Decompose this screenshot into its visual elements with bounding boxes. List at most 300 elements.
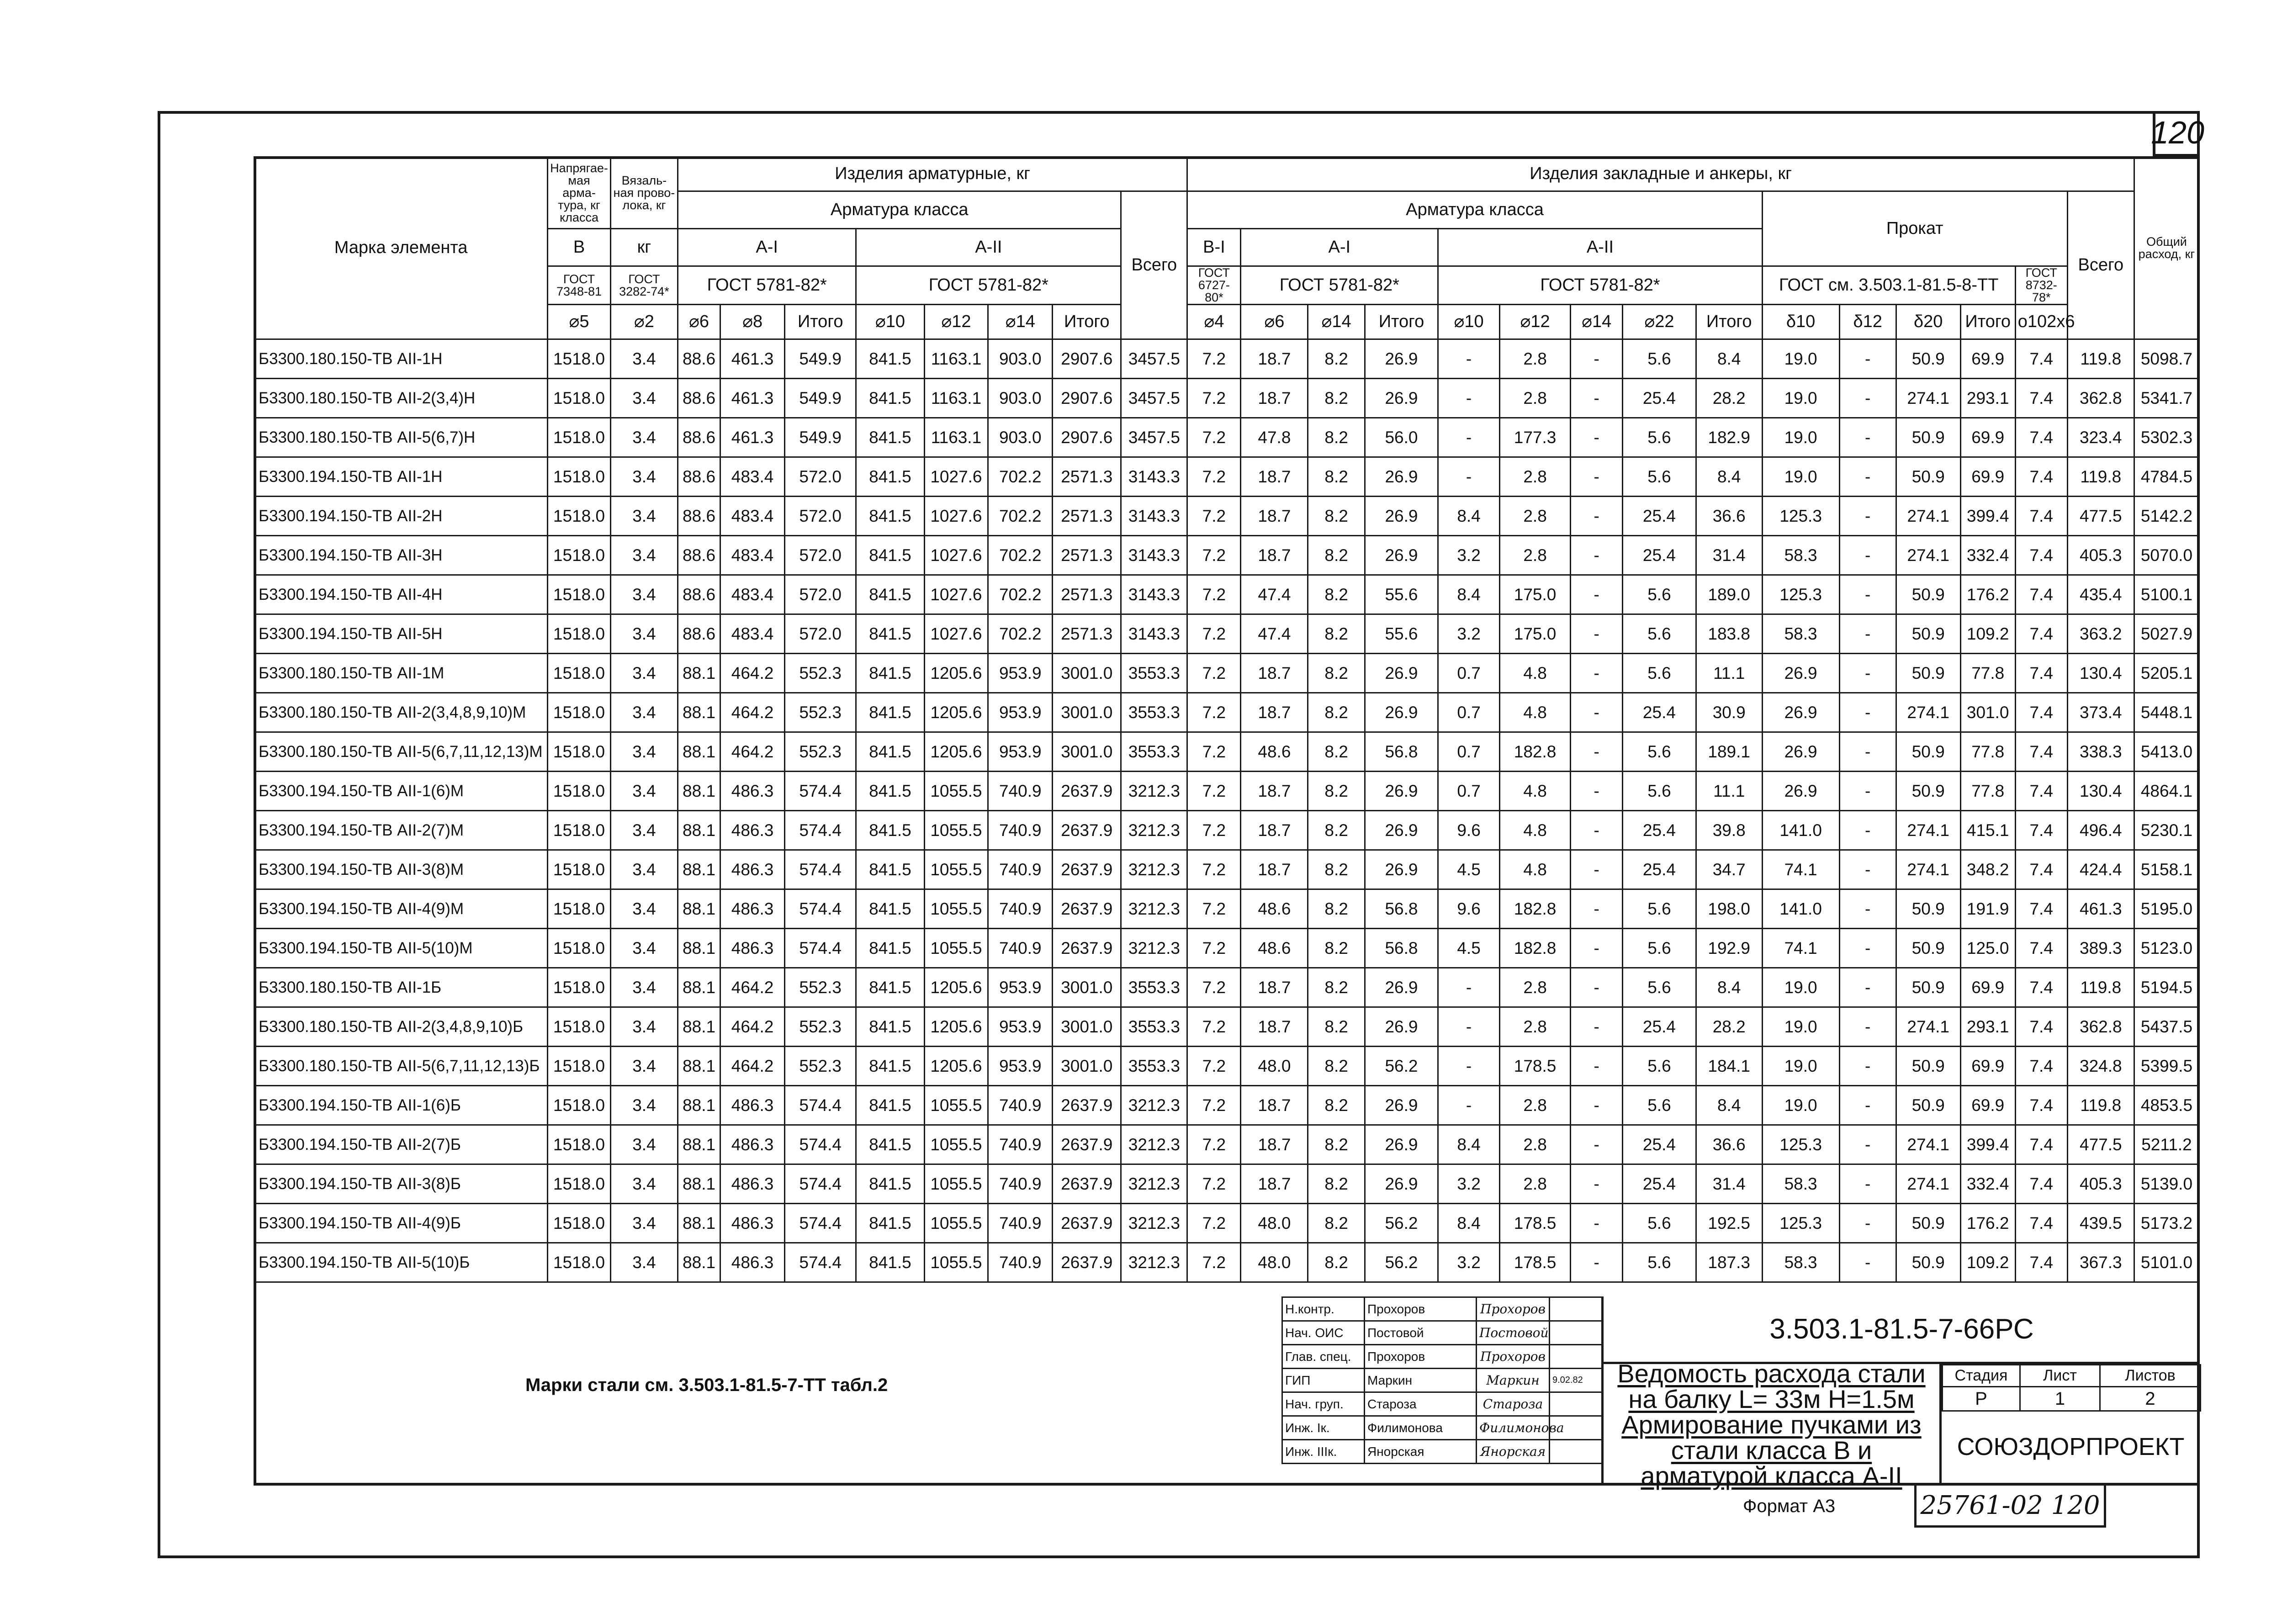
table-cell: 88.6 [678,457,720,497]
table-cell: - [1839,536,1896,575]
title-line: арматурой класса А-II [1641,1461,1902,1490]
group-header-emb-a1: А-I [1241,229,1438,266]
table-cell: 18.7 [1241,654,1308,693]
table-cell: 4784.5 [2134,457,2199,497]
table-cell: 77.8 [1960,772,2015,811]
table-cell: 7.4 [2015,457,2067,497]
table-cell: - [1839,1086,1896,1125]
table-cell: 19.0 [1762,379,1839,418]
table-cell: 69.9 [1960,1047,2015,1086]
signature-name: Янорская [1365,1440,1477,1464]
organization-name: СОЮЗДОРПРОЕКТ [1957,1433,2185,1460]
table-row [254,1243,2199,1282]
table-cell: 5.6 [1623,418,1696,457]
table-cell: 841.5 [856,614,924,654]
table-cell: - [1571,1125,1623,1164]
table-cell: 58.3 [1762,536,1839,575]
table-cell: 1518.0 [548,457,611,497]
table-cell: 5194.5 [2134,968,2199,1007]
table-cell: 8.2 [1308,418,1365,457]
signature-row [1282,1345,1602,1369]
table-cell: 88.1 [678,811,720,850]
table-row [254,1164,2199,1204]
table-cell: 11.1 [1696,654,1762,693]
signature-name: Прохоров [1365,1297,1477,1321]
table-cell: 367.3 [2067,1243,2134,1282]
signature-block [1281,1296,1603,1464]
table-cell: 2637.9 [1053,889,1121,929]
table-cell: 572.0 [785,575,856,614]
table-cell: 125.3 [1762,497,1839,536]
table-cell: 18.7 [1241,339,1308,379]
col-header-itogo-a1: Итого [785,305,856,339]
table-cell: 26.9 [1365,1125,1438,1164]
table-cell: 0.7 [1438,693,1500,732]
table-cell: 39.8 [1696,811,1762,850]
table-cell: 36.6 [1696,1125,1762,1164]
table-cell: 77.8 [1960,732,2015,772]
signature-mark: Маркин [1477,1369,1550,1392]
table-cell: 572.0 [785,497,856,536]
table-cell: 399.4 [1960,497,2015,536]
table-cell: 3143.3 [1121,457,1187,497]
table-cell: 5.6 [1623,1047,1696,1086]
col-header-emb-d22: ⌀22 [1623,305,1696,339]
table-cell: 3.4 [610,379,678,418]
table-cell: 841.5 [856,379,924,418]
table-cell: 953.9 [988,1007,1053,1047]
table-cell: 841.5 [856,850,924,889]
table-cell: 486.3 [720,772,785,811]
table-cell: 1518.0 [548,575,611,614]
signature-name: Маркин [1365,1369,1477,1392]
table-cell: 3.4 [610,1204,678,1243]
table-cell: 702.2 [988,614,1053,654]
table-cell: 464.2 [720,732,785,772]
group-header-emb-arm-class: Арматура класса [1187,191,1762,229]
table-cell: 26.9 [1365,339,1438,379]
signature-role: Н.контр. [1282,1297,1365,1321]
table-cell: 5399.5 [2134,1047,2199,1086]
table-cell: 3.2 [1438,1243,1500,1282]
table-cell: - [1571,1047,1623,1086]
table-cell: 55.6 [1365,575,1438,614]
table-cell: 1205.6 [924,732,988,772]
table-cell: 740.9 [988,1243,1053,1282]
table-cell: 18.7 [1241,811,1308,850]
col-header-tie-wire: Вязаль-ная прово-лока, кг [610,157,678,229]
table-cell: 50.9 [1896,1243,1960,1282]
table-cell: - [1571,536,1623,575]
table-cell: - [1571,339,1623,379]
signature-role: Инж. IIIк. [1282,1440,1365,1464]
table-cell: 3457.5 [1121,418,1187,457]
table-cell: 25.4 [1623,379,1696,418]
cell-mark: Б3300.194.150-ТВ АII-2Н [254,497,548,536]
table-cell: 841.5 [856,1007,924,1047]
table-cell: 178.5 [1499,1243,1570,1282]
table-cell: 5230.1 [2134,811,2199,850]
table-cell: 50.9 [1896,654,1960,693]
table-cell: 7.2 [1187,1164,1241,1204]
table-cell: - [1571,889,1623,929]
table-cell: 841.5 [856,1204,924,1243]
table-cell: 4.5 [1438,850,1500,889]
table-cell: 26.9 [1365,379,1438,418]
table-cell: 5413.0 [2134,732,2199,772]
col-header-d6: ⌀6 [678,305,720,339]
table-cell: 7.2 [1187,968,1241,1007]
table-row [254,929,2199,968]
table-row [254,1047,2199,1086]
signature-row [1282,1369,1602,1392]
table-cell: 50.9 [1896,1047,1960,1086]
table-cell: 405.3 [2067,536,2134,575]
table-cell: 34.7 [1696,850,1762,889]
table-cell: 88.1 [678,732,720,772]
table-cell: 182.8 [1499,732,1570,772]
table-cell: 549.9 [785,339,856,379]
table-cell: 58.3 [1762,1164,1839,1204]
table-cell: - [1571,1164,1623,1204]
cell-mark: Б3300.194.150-ТВ АII-3(8)Б [254,1164,548,1204]
table-cell: 8.2 [1308,654,1365,693]
table-cell: 549.9 [785,418,856,457]
table-cell: 0.7 [1438,654,1500,693]
table-cell: 574.4 [785,1125,856,1164]
table-cell: 8.4 [1696,968,1762,1007]
table-cell: 119.8 [2067,968,2134,1007]
col-header-class-b: В [548,229,611,266]
table-cell: 56.8 [1365,732,1438,772]
table-cell: 7.2 [1187,1243,1241,1282]
table-cell: 953.9 [988,968,1053,1007]
table-cell: 3.4 [610,850,678,889]
table-cell: 187.3 [1696,1243,1762,1282]
table-cell: 119.8 [2067,339,2134,379]
table-cell: 3.4 [610,732,678,772]
table-cell: 192.9 [1696,929,1762,968]
table-cell: 5098.7 [2134,339,2199,379]
table-cell: 50.9 [1896,889,1960,929]
table-cell: 9.6 [1438,811,1500,850]
table-cell: 4.8 [1499,654,1570,693]
table-cell: 88.6 [678,614,720,654]
table-cell: 5.6 [1623,457,1696,497]
table-cell: 363.2 [2067,614,2134,654]
table-cell: 1055.5 [924,1086,988,1125]
table-cell: 4.8 [1499,772,1570,811]
table-cell: 1055.5 [924,1164,988,1204]
table-cell: 1518.0 [548,418,611,457]
table-cell: 47.4 [1241,614,1308,654]
table-cell: 7.2 [1187,614,1241,654]
table-cell: 58.3 [1762,1243,1839,1282]
group-header-a2: А-II [856,229,1121,266]
table-cell: - [1839,772,1896,811]
table-cell: 5.6 [1623,614,1696,654]
table-cell: 332.4 [1960,1164,2015,1204]
table-cell: 1518.0 [548,811,611,850]
table-cell: 88.1 [678,654,720,693]
col-header-d2: ⌀2 [610,305,678,339]
table-cell: 176.2 [1960,575,2015,614]
table-cell: 841.5 [856,1086,924,1125]
table-cell: 119.8 [2067,1086,2134,1125]
table-cell: 3.4 [610,339,678,379]
cell-mark: Б3300.194.150-ТВ АII-4Н [254,575,548,614]
table-cell: - [1839,889,1896,929]
table-cell: 1055.5 [924,850,988,889]
table-cell: 338.3 [2067,732,2134,772]
table-cell: 88.6 [678,536,720,575]
table-cell: 36.6 [1696,497,1762,536]
table-cell: - [1571,457,1623,497]
table-cell: 841.5 [856,693,924,732]
table-cell: - [1839,1007,1896,1047]
col-header-gost-5781-emb-a2: ГОСТ 5781-82* [1438,266,1762,305]
table-cell: 7.4 [2015,536,2067,575]
table-cell: 3553.3 [1121,1007,1187,1047]
table-cell: - [1839,732,1896,772]
table-cell: 841.5 [856,732,924,772]
table-cell: 4.8 [1499,811,1570,850]
table-cell: 841.5 [856,654,924,693]
table-cell: 30.9 [1696,693,1762,732]
table-cell: 2637.9 [1053,850,1121,889]
table-cell: 189.0 [1696,575,1762,614]
table-cell: 1518.0 [548,536,611,575]
table-cell: 18.7 [1241,693,1308,732]
table-cell: 141.0 [1762,811,1839,850]
table-cell: 486.3 [720,1243,785,1282]
table-cell: 5.6 [1623,889,1696,929]
col-header-gost-5781-a1: ГОСТ 5781-82* [678,266,856,305]
col-header-gost-3503: ГОСТ см. 3.503.1-81.5-8-ТТ [1762,266,2015,305]
table-cell: 50.9 [1896,339,1960,379]
table-row [254,1086,2199,1125]
table-cell: 1518.0 [548,968,611,1007]
table-cell: 8.2 [1308,1007,1365,1047]
table-cell: 1055.5 [924,772,988,811]
table-cell: 8.2 [1308,614,1365,654]
table-cell: 141.0 [1762,889,1839,929]
table-cell: 1205.6 [924,1007,988,1047]
cell-mark: Б3300.180.150-ТВ АII-1Н [254,339,548,379]
table-cell: 3001.0 [1053,1047,1121,1086]
table-cell: 1055.5 [924,889,988,929]
table-cell: 461.3 [720,418,785,457]
table-cell: 28.2 [1696,379,1762,418]
signature-mark: Янорская [1477,1440,1550,1464]
table-cell: 178.5 [1499,1047,1570,1086]
table-cell: 8.4 [1438,497,1500,536]
table-cell: 572.0 [785,457,856,497]
cell-mark: Б3300.194.150-ТВ АII-4(9)М [254,889,548,929]
table-row [254,575,2199,614]
table-cell: 1205.6 [924,968,988,1007]
table-cell: 461.3 [720,339,785,379]
table-cell: 3.4 [610,968,678,1007]
sheets-label: Листов [2100,1365,2201,1387]
table-cell: 702.2 [988,457,1053,497]
table-cell: 415.1 [1960,811,2015,850]
table-cell: 8.4 [1438,575,1500,614]
cell-mark: Б3300.194.150-ТВ АII-1(6)М [254,772,548,811]
table-row [254,889,2199,929]
table-cell: 389.3 [2067,929,2134,968]
table-cell: 3212.3 [1121,929,1187,968]
table-cell: 4.8 [1499,850,1570,889]
table-cell: 182.9 [1696,418,1762,457]
table-cell: - [1571,811,1623,850]
table-cell: 8.2 [1308,968,1365,1007]
table-cell: 574.4 [785,850,856,889]
table-cell: 50.9 [1896,457,1960,497]
table-cell: 9.6 [1438,889,1500,929]
table-cell: 56.2 [1365,1047,1438,1086]
table-cell: 483.4 [720,575,785,614]
col-header-gost-5781-emb-a1: ГОСТ 5781-82* [1241,266,1438,305]
table-cell: - [1839,1164,1896,1204]
title-line: стали класса В и [1671,1436,1872,1465]
table-cell: 7.2 [1187,889,1241,929]
cell-mark: Б3300.180.150-ТВ АII-2(3,4,8,9,10)М [254,693,548,732]
table-cell: 50.9 [1896,575,1960,614]
table-cell: - [1571,850,1623,889]
table-cell: 486.3 [720,1086,785,1125]
table-cell: 8.2 [1308,693,1365,732]
table-cell: 88.1 [678,1125,720,1164]
table-cell: 5.6 [1623,968,1696,1007]
group-header-emb-a2: А-II [1438,229,1762,266]
table-cell: 3457.5 [1121,339,1187,379]
table-cell: 574.4 [785,1243,856,1282]
table-cell: 953.9 [988,1047,1053,1086]
table-cell: 88.1 [678,772,720,811]
table-cell: 5158.1 [2134,850,2199,889]
col-header-emb-d14b: ⌀14 [1571,305,1623,339]
signature-name: Постовой [1365,1321,1477,1345]
table-cell: 88.1 [678,1243,720,1282]
table-cell: 3.4 [610,1007,678,1047]
col-header-arm-vsego: Всего [1121,191,1187,339]
table-cell: 125.3 [1762,575,1839,614]
table-cell: 1518.0 [548,1243,611,1282]
table-row [254,536,2199,575]
table-cell: 2.8 [1499,1125,1570,1164]
table-cell: 7.2 [1187,654,1241,693]
table-cell: - [1839,497,1896,536]
document-code: 3.503.1-81.5-7-66РС [1601,1296,2200,1364]
table-cell: 3001.0 [1053,693,1121,732]
col-header-prestress: Напрягае-мая арма-тура, кг класса [548,157,611,229]
table-cell: 7.2 [1187,693,1241,732]
table-cell: 7.2 [1187,850,1241,889]
table-cell: 5448.1 [2134,693,2199,732]
table-cell: 198.0 [1696,889,1762,929]
table-cell: 31.4 [1696,1164,1762,1204]
stage-sheet-table [1942,1364,2201,1412]
table-cell: 293.1 [1960,1007,2015,1047]
table-cell: 5027.9 [2134,614,2199,654]
table-cell: 56.8 [1365,929,1438,968]
table-cell: 702.2 [988,536,1053,575]
table-cell: 740.9 [988,929,1053,968]
table-cell: 1518.0 [548,1164,611,1204]
table-cell: 4.5 [1438,929,1500,968]
table-cell: 3143.3 [1121,614,1187,654]
table-cell: 3.4 [610,1086,678,1125]
table-cell: 574.4 [785,1164,856,1204]
table-cell: - [1839,693,1896,732]
table-cell: 3.4 [610,614,678,654]
table-cell: 483.4 [720,497,785,536]
table-cell: 3553.3 [1121,1047,1187,1086]
table-cell: - [1839,929,1896,968]
table-cell: 3212.3 [1121,889,1187,929]
table-cell: 3553.3 [1121,693,1187,732]
table-cell: 5123.0 [2134,929,2199,968]
table-cell: 2907.6 [1053,379,1121,418]
table-cell: - [1571,772,1623,811]
table-cell: 3.4 [610,457,678,497]
table-cell: 1055.5 [924,811,988,850]
table-cell: - [1571,693,1623,732]
table-cell: 1518.0 [548,497,611,536]
table-cell: 3553.3 [1121,732,1187,772]
table-cell: 18.7 [1241,457,1308,497]
table-cell: 486.3 [720,1164,785,1204]
table-cell: 953.9 [988,732,1053,772]
table-cell: 5205.1 [2134,654,2199,693]
col-header-d12: ⌀12 [924,305,988,339]
table-cell: 2637.9 [1053,1086,1121,1125]
table-cell: 11.1 [1696,772,1762,811]
table-cell: 69.9 [1960,968,2015,1007]
table-cell: - [1839,457,1896,497]
table-cell: 461.3 [720,379,785,418]
cell-mark: Б3300.194.150-ТВ АII-1(6)Б [254,1086,548,1125]
signature-name: Староза [1365,1392,1477,1416]
table-cell: 486.3 [720,929,785,968]
table-cell: 7.2 [1187,339,1241,379]
table-cell: 7.2 [1187,811,1241,850]
table-cell: 5.6 [1623,929,1696,968]
table-cell: 183.8 [1696,614,1762,654]
table-cell: 841.5 [856,1164,924,1204]
table-cell: 574.4 [785,1204,856,1243]
table-cell: 5341.7 [2134,379,2199,418]
table-cell: 26.9 [1365,457,1438,497]
table-cell: 5.6 [1623,732,1696,772]
table-row [254,732,2199,772]
table-cell: 50.9 [1896,732,1960,772]
table-cell: 274.1 [1896,811,1960,850]
table-cell: 3.2 [1438,1164,1500,1204]
table-cell: 5302.3 [2134,418,2199,457]
table-cell: 740.9 [988,1164,1053,1204]
table-cell: 740.9 [988,889,1053,929]
table-cell: 5142.2 [2134,497,2199,536]
table-cell: 26.9 [1365,536,1438,575]
table-body [254,339,2199,1282]
table-cell: 48.6 [1241,732,1308,772]
table-cell: 88.1 [678,1086,720,1125]
table-cell: - [1438,1007,1500,1047]
table-cell: - [1839,614,1896,654]
table-cell: - [1571,1243,1623,1282]
